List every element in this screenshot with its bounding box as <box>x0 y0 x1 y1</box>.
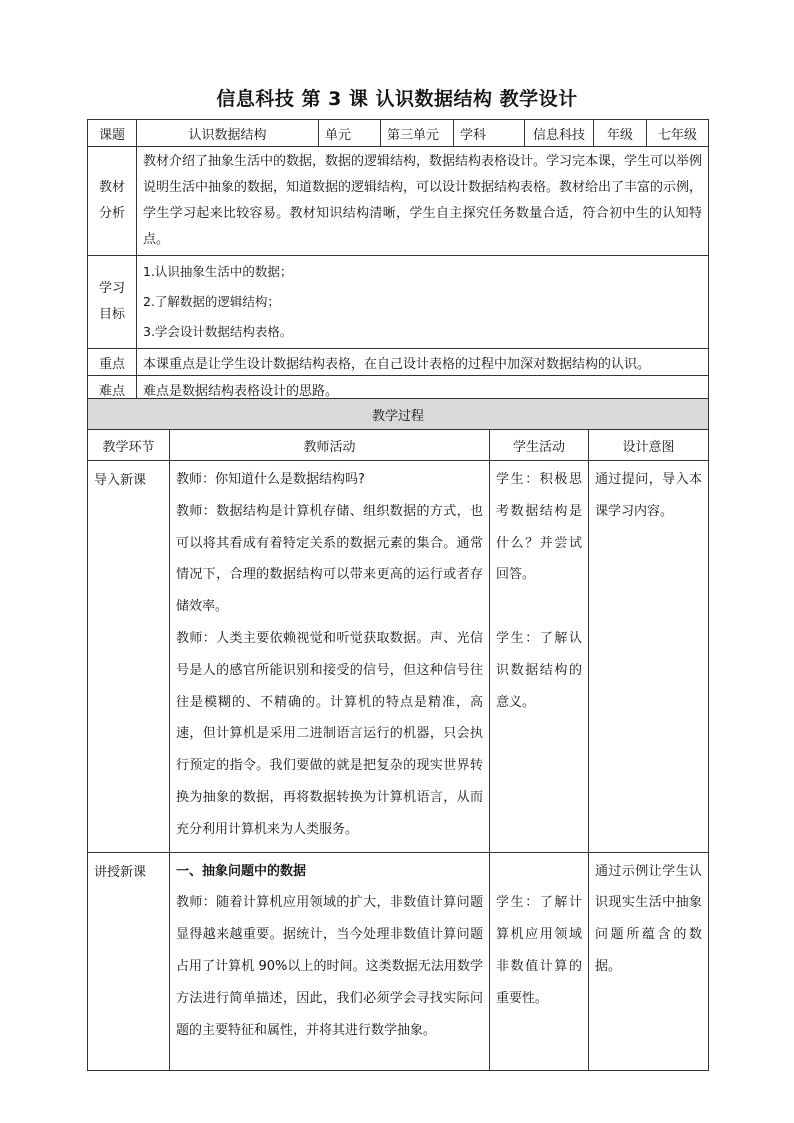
topic-label: 课题 <box>88 120 137 147</box>
teacher-section-heading: 一、抽象问题中的数据 <box>176 863 307 879</box>
teacher-paragraph: 教师：人类主要依赖视觉和听觉获取数据。声、光信号是人的感官所能识别和接受的信号，但这种信号往往是模糊的、不精确的。计算机的特点是精准，高速，但计算机是采用二进制语言运行的机器，只会执行预定的指令。我们要做的就是把复杂的现实世界转换为抽象的数据，再将数据转换为计算机语言，从而充分利用计算机来为人类服务。 <box>176 630 483 837</box>
design-intent <box>589 461 709 853</box>
key-point-label: 重点 <box>88 349 137 376</box>
teacher-paragraph: 教师：你知道什么是数据结构吗? <box>176 472 365 487</box>
stage-label: 讲授新课 <box>88 852 170 1070</box>
goals-label-line1: 学习 <box>98 281 125 296</box>
difficulty-text: 难点是数据结构表格设计的思路。 <box>137 376 709 403</box>
column-header: 学生活动 <box>490 430 589 461</box>
teaching-process-table <box>87 398 709 1071</box>
course-info-table <box>87 119 709 403</box>
subject-value: 信息科技 <box>525 120 594 147</box>
column-header: 设计意图 <box>589 430 709 461</box>
column-header: 教师活动 <box>170 430 490 461</box>
intent-paragraph: 通过提问，导入本课学习内容。 <box>595 472 703 519</box>
document-title: 信息科技 第 3 课 认识数据结构 教学设计 <box>216 88 578 110</box>
material-text: 教材介绍了抽象生活中的数据，数据的逻辑结构，数据结构表格设计。学习完本课，学生可以举例说明生活中抽象的数据，知道数据的逻辑结构，可以设计数据结构表格。教材给出了丰富的示例，学生学习起来比较容易。教材知识结构清晰，学生自主探究任务数量合适，符合初中生的认知特点。 <box>137 147 709 256</box>
teacher-activity <box>170 852 490 1070</box>
material-label-line2: 分析 <box>98 206 125 221</box>
design-intent <box>589 852 709 1070</box>
process-row-new-lesson <box>88 852 709 1070</box>
material-label <box>88 147 137 256</box>
student-activity <box>490 852 589 1070</box>
process-row-intro <box>88 461 709 853</box>
topic-value: 认识数据结构 <box>137 120 319 147</box>
goal-item: 2.了解数据的逻辑结构； <box>143 294 280 309</box>
goals-label-line2: 目标 <box>98 307 125 322</box>
goals-row <box>88 256 709 349</box>
student-paragraph: 学生：了解认识数据结构的意义。 <box>496 630 582 710</box>
subject-label: 学科 <box>454 120 525 147</box>
goals-label <box>88 256 137 349</box>
grade-label: 年级 <box>594 120 647 147</box>
unit-value: 第三单元 <box>381 120 454 147</box>
grade-value: 七年级 <box>647 120 709 147</box>
teacher-activity <box>170 461 490 853</box>
goal-item: 3.学会设计数据结构表格。 <box>143 324 293 339</box>
teacher-paragraph: 教师：随着计算机应用领域的扩大，非数值计算问题显得越来越重要。据统计，当今处理非数值计算问题占用了计算机 90%以上的时间。这类数据无法用数学方法进行简单描述，因此，我们必须学会寻找实际问题的主要特征和属性，并将其进行数学抽象。 <box>176 895 483 1038</box>
goals-list <box>137 256 709 349</box>
column-header: 教学环节 <box>88 430 170 461</box>
teacher-paragraph: 教师：数据结构是计算机存储、组织数据的方式，也可以将其看成有着特定关系的数据元素的集合。通常情况下，合理的数据结构可以带来更高的运行或者存储效率。 <box>176 503 483 615</box>
unit-label: 单元 <box>319 120 381 147</box>
difficulty-label: 难点 <box>88 376 137 403</box>
student-paragraph: 学生：积极思考数据结构是什么？并尝试回答。 <box>496 472 582 583</box>
student-paragraph: 学生：了解计算机应用领域非数值计算的重要性。 <box>496 895 582 1006</box>
stage-label: 导入新课 <box>88 461 170 853</box>
student-activity <box>490 461 589 853</box>
goal-item: 1.认识抽象生活中的数据； <box>143 264 293 279</box>
process-heading: 教学过程 <box>88 399 709 430</box>
key-point-row <box>88 349 709 376</box>
process-column-headers <box>88 430 709 461</box>
material-label-line1: 教材 <box>98 180 125 195</box>
key-point-text: 本课重点是让学生设计数据结构表格，在自己设计表格的过程中加深对数据结构的认识。 <box>137 349 709 376</box>
material-row <box>88 147 709 256</box>
intent-paragraph: 通过示例让学生认识现实生活中抽象问题所蕴含的数据。 <box>595 863 703 974</box>
header-row <box>88 120 709 147</box>
